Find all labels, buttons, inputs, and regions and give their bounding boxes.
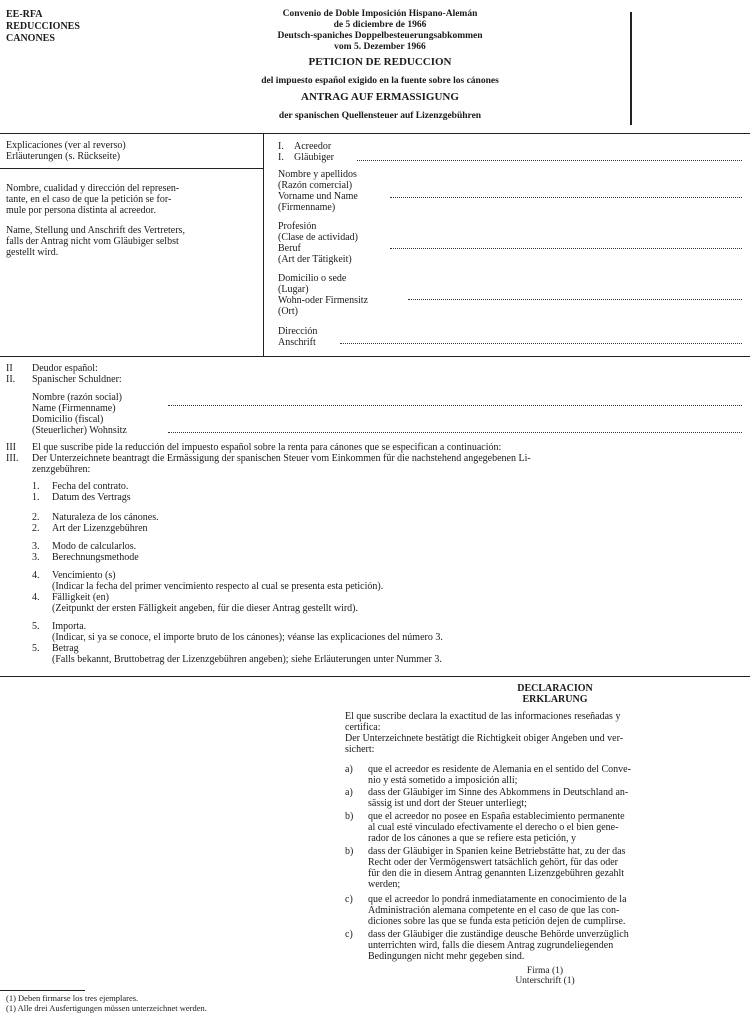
field-label: (Steuerlicher) Wohnsitz	[32, 425, 127, 436]
domicile-field[interactable]	[408, 299, 742, 300]
item-label: Fälligkeit (en)	[52, 592, 109, 603]
address-field[interactable]	[340, 343, 742, 344]
declaration-line: al cual esté vinculado efectivamente el derecho o el bien gene-	[368, 822, 619, 833]
creditor-title-es: Acreedor	[294, 141, 332, 152]
item-number: 4.	[32, 592, 40, 603]
convention-date-de: vom 5. Dezember 1966	[334, 42, 426, 52]
creditor-title-de: Gläubiger	[294, 152, 334, 163]
field-label: (Clase de actividad)	[278, 232, 358, 243]
declaration-marker: b)	[345, 811, 354, 822]
declaration-line: que el acreedor es residente de Alemania en el sentido del Conve-	[368, 764, 631, 775]
signature-label-de: Unterschrift (1)	[515, 976, 575, 986]
section-numeral: II	[6, 363, 13, 374]
rep-de-line: gestellt wird.	[6, 247, 59, 258]
field-label: Wohn-oder Firmensitz	[278, 295, 369, 306]
item-label: Vencimiento (s)	[52, 570, 116, 581]
item-number: 1.	[32, 481, 40, 492]
item-number: 2.	[32, 523, 40, 534]
field-label: Anschrift	[278, 337, 316, 348]
section-rule	[0, 133, 750, 134]
field-label: (Ort)	[278, 306, 298, 317]
form-code-line: REDUCCIONES	[6, 21, 80, 32]
item-label: Naturaleza de los cánones.	[52, 512, 159, 523]
convention-date-es: de 5 diciembre de 1966	[333, 20, 427, 30]
section-rule	[0, 356, 750, 357]
item-label: Art der Lizenzgebühren	[52, 523, 148, 534]
declaration-line: Recht oder der Vermögenswert tatsächlich gehört, für das oder	[368, 857, 619, 868]
item-label: (Zeitpunkt der ersten Fälligkeit angeben, für die dieser Antrag gestellt wird).	[52, 603, 359, 614]
profession-field[interactable]	[390, 248, 742, 249]
declaration-line: für den die in diesem Antrag genannten Lizenzgebühren gezahlt	[368, 868, 625, 879]
declaration-intro: El que suscribe declara la exactitud de las informaciones reseñadas y	[345, 711, 621, 722]
explanations-de: Erläuterungen (s. Rückseite)	[6, 151, 121, 162]
declaration-line: dass der Gläubiger die zuständige deusche Behörde unverzüglich	[368, 929, 629, 940]
footnote-rule	[0, 990, 85, 991]
form-code-line: EE-RFA	[6, 9, 43, 20]
item-label: Modo de calcularlos.	[52, 541, 137, 552]
item-label: Fecha del contrato.	[52, 481, 129, 492]
item-number: 5.	[32, 643, 40, 654]
request-text-de: zenzgebühren:	[32, 464, 91, 475]
form-subtitle-es: del impuesto español exigido en la fuente sobre los cánones	[261, 76, 499, 86]
declaration-marker: b)	[345, 846, 354, 857]
item-label: (Indicar la fecha del primer vencimiento respecto al cual se presenta esta petición).	[52, 581, 384, 592]
form-title-es: PETICION DE REDUCCION	[308, 56, 452, 68]
declaration-line: unterrichten wird, falls die diesem Antrag zugrundeliegenden	[368, 940, 614, 951]
rep-es-line: tante, en el caso de que la petición se for-	[6, 194, 172, 205]
section-numeral: II.	[6, 374, 16, 385]
form-subtitle-de: der spanischen Quellensteuer auf Lizenzgebühren	[278, 111, 482, 121]
declaration-intro: certifica:	[345, 722, 381, 733]
declaration-marker: a)	[345, 787, 353, 798]
rep-es-line: Nombre, cualidad y dirección del represen-	[6, 183, 180, 194]
item-number: 5.	[32, 621, 40, 632]
item-label: Importa.	[52, 621, 87, 632]
field-label: (Lugar)	[278, 284, 309, 295]
declaration-marker: a)	[345, 764, 353, 775]
footnote: (1) Deben firmarse los tres ejemplares.	[6, 993, 139, 1003]
field-label: Dirección	[278, 326, 318, 337]
field-label: Nombre (razón social)	[32, 392, 122, 403]
item-label: Datum des Vertrags	[52, 492, 131, 503]
item-number: 3.	[32, 541, 40, 552]
declaration-line: Administración alemana competente en el caso de que las con-	[368, 905, 620, 916]
debtor-title-es: Deudor español:	[32, 363, 98, 374]
item-label: Betrag	[52, 643, 79, 654]
field-label: Domicilio o sede	[278, 273, 347, 284]
name-field[interactable]	[390, 197, 742, 198]
item-label: Berechnungsmethode	[52, 552, 139, 563]
form-title-de: ANTRAG AUF ERMASSIGUNG	[301, 91, 459, 103]
explanations-es: Explicaciones (ver al reverso)	[6, 140, 126, 151]
declaration-intro: sichert:	[345, 744, 375, 755]
debtor-title-de: Spanischer Schuldner:	[32, 374, 122, 385]
section-numeral: III	[6, 442, 16, 453]
debtor-name-field[interactable]	[168, 405, 742, 406]
section-rule	[0, 676, 750, 677]
rep-de-line: falls der Antrag nicht vom Gläubiger selbst	[6, 236, 179, 247]
declaration-line: werden;	[368, 879, 401, 890]
field-label: Domicilio (fiscal)	[32, 414, 104, 425]
declaration-title-es: DECLARACION	[517, 683, 593, 694]
declaration-line: que el acreedor no posee en España establecimiento permanente	[368, 811, 625, 822]
field-label: (Art der Tätigkeit)	[278, 254, 352, 265]
field-label: Profesión	[278, 221, 317, 232]
declaration-line: diciones sobre las que se funda esta petición dejen de cumplirse.	[368, 916, 626, 927]
item-label: (Falls bekannt, Bruttobetrag der Lizenzgebühren angeben); siehe Erläuterungen unter Nummer 3.	[52, 654, 442, 665]
request-text-de: Der Unterzeichnete beantragt die Ermässigung der spanischen Steuer vom Einkommen für die nachstehend angegebenen Li-	[32, 453, 531, 464]
section-numeral: I.	[278, 152, 284, 163]
section-numeral: III.	[6, 453, 19, 464]
form-code-line: CANONES	[6, 33, 55, 44]
convention-title-de: Deutsch-spaniches Doppelbesteuerungsabkommen	[277, 31, 483, 41]
rep-es-line: mule por persona distinta al acreedor.	[6, 205, 156, 216]
item-number: 3.	[32, 552, 40, 563]
item-number: 1.	[32, 492, 40, 503]
header-divider	[630, 12, 632, 125]
field-label: Name (Firmenname)	[32, 403, 116, 414]
field-label: Vorname und Name	[278, 191, 358, 202]
request-text-es: El que suscribe pide la reducción del impuesto español sobre la renta para cánones que se especifican a continuación:	[32, 442, 502, 453]
left-rule	[0, 168, 263, 169]
section-numeral: I.	[278, 141, 284, 152]
declaration-line: rador de los cánones a que se refiere esta petición, y	[368, 833, 576, 844]
column-divider	[263, 134, 264, 356]
field-label: Nombre y apellidos	[278, 169, 357, 180]
signature-label-es: Firma (1)	[526, 966, 564, 976]
item-number: 4.	[32, 570, 40, 581]
rep-de-line: Name, Stellung und Anschrift des Vertreters,	[6, 225, 185, 236]
declaration-line: dass der Gläubiger im Sinne des Abkommens in Deutschland an-	[368, 787, 629, 798]
convention-title-es: Convenio de Doble Imposición Hispano-Alemán	[282, 9, 478, 19]
declaration-marker: c)	[345, 894, 353, 905]
item-label: (Indicar, si ya se conoce, el importe bruto de los cánones); véanse las explicaciones del número 3.	[52, 632, 443, 643]
item-number: 2.	[32, 512, 40, 523]
declaration-line: dass der Gläubiger in Spanien keine Betriebstätte hat, zu der das	[368, 846, 626, 857]
declaration-line: sässig ist und dort der Steuer unterliegt;	[368, 798, 527, 809]
declaration-line: nio y está sometido a imposición allí;	[368, 775, 518, 786]
declaration-intro: Der Unterzeichnete bestätigt die Richtigkeit obiger Angeben und ver-	[345, 733, 624, 744]
declaration-title-de: ERKLARUNG	[522, 694, 588, 705]
declaration-line: Bedingungen nicht mehr gegeben sind.	[368, 951, 525, 962]
field-label: Beruf	[278, 243, 301, 254]
creditor-field[interactable]	[357, 160, 742, 161]
declaration-line: que el acreedor lo pondrá inmediatamente en conocimiento de la	[368, 894, 627, 905]
field-label: (Razón comercial)	[278, 180, 353, 191]
footnote: (1) Alle drei Ausfertigungen müssen unterzeichnet werden.	[6, 1003, 207, 1013]
declaration-marker: c)	[345, 929, 353, 940]
field-label: (Firmenname)	[278, 202, 336, 213]
debtor-domicile-field[interactable]	[168, 432, 742, 433]
